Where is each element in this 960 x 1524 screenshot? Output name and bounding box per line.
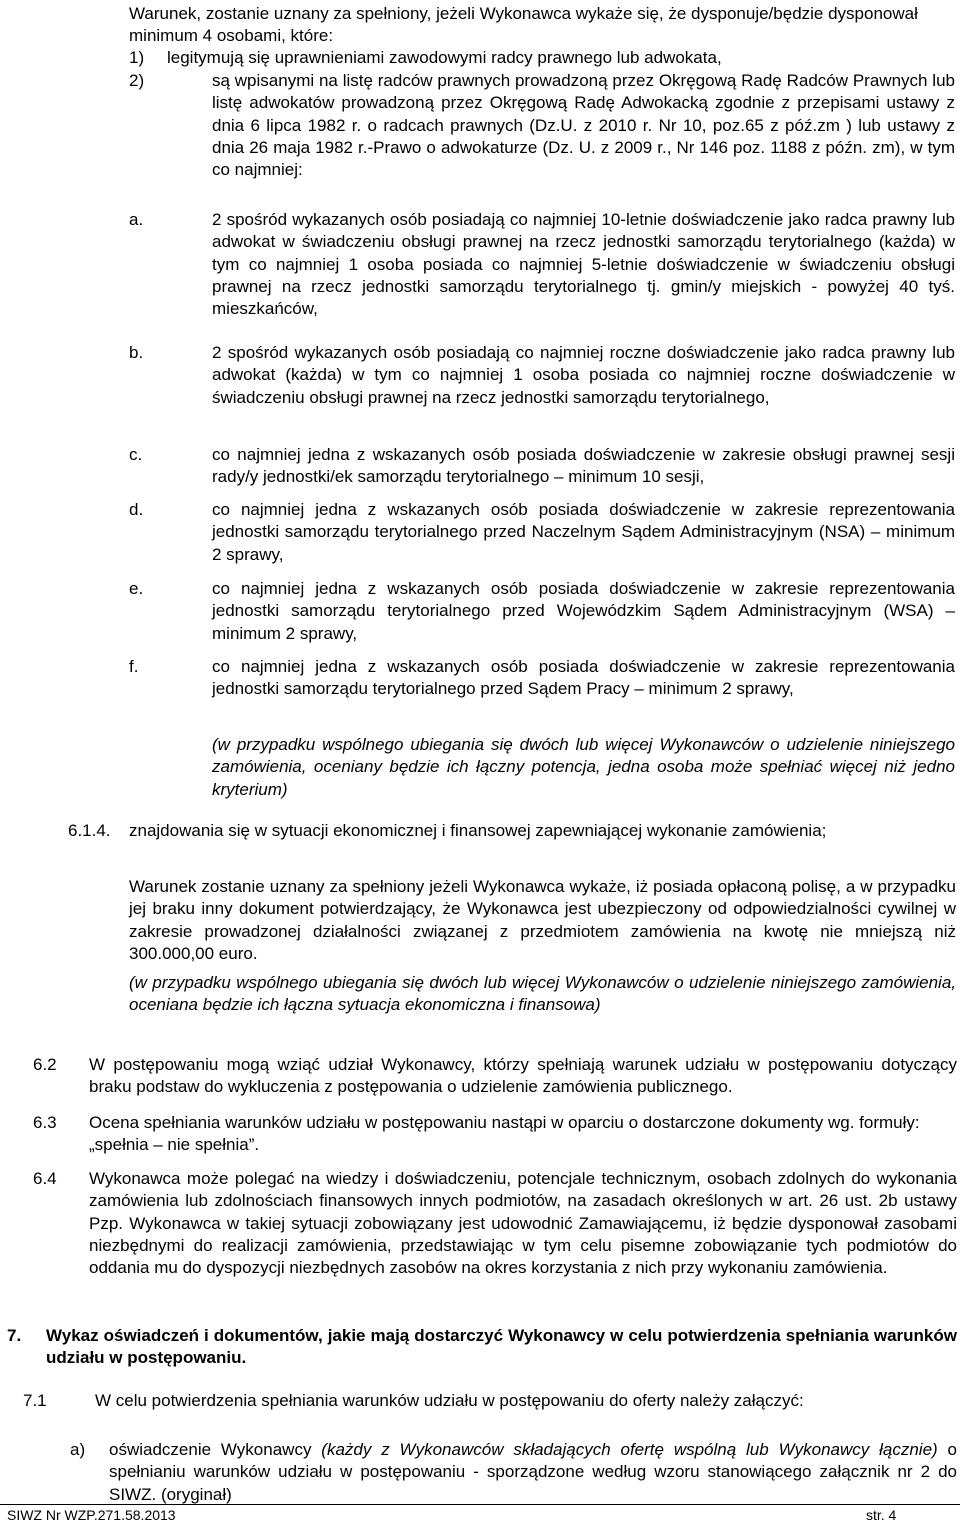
item-letter-f: f. <box>129 657 139 676</box>
item-f-text: co najmniej jedna z wskazanych osób posiada doświadczenie w zakresie reprezentowania jednostki samorządu terytorialnego przed Sądem Pracy – minimum 2 sprawy, <box>212 657 955 699</box>
item-letter-e: e. <box>129 579 144 598</box>
footer-page-number: str. 4 <box>866 1507 897 1523</box>
section-6-2-text: W postępowaniu mogą wziąć udział Wykonawcy, którzy spełniają warunek udziału w postępowaniu dotyczący braku podstaw do wykluczenia z postępowania o udzielenie zamówienia publicznego. <box>89 1055 957 1097</box>
attachment-item-a-pre: oświadczenie Wykonawcy <box>109 1440 322 1459</box>
section-6-1-4-text: znajdowania się w sytuacji ekonomicznej i finansowej zapewniającej wykonanie zamówienia; <box>129 821 827 840</box>
attachment-item-a-text <box>109 1439 957 1506</box>
list-item-2: są wpisanymi na listę radców prawnych prowadzoną przez Okręgową Radę Radców Prawnych lub listę adwokatów prowadzoną przez Okręgową Radę Adwokacką zgodnie z przepisami ustawy z dnia 6 lipca 1982 r. o radcach prawnych (Dz.U. z 2010 r. Nr 10, poz.65 z póź.zm ) lub ustawy z dnia 26 maja 1982 r.-Prawo o adwokaturze (Dz. U. z 2009 r., Nr 146 poz. 1188 z późn. zm), w tym co najmniej: <box>212 71 955 180</box>
attachment-item-a-italic: (każdy z Wykonawców składających ofertę wspólną lub Wykonawcy łącznie) <box>321 1440 938 1459</box>
section-6-4-text: Wykonawca może polegać na wiedzy i doświadczeniu, potencjale technicznym, osobach zdolnych do wykonania zamówienia lub zdolnościach finansowych innych podmiotów, na zasadach określonych w art. 26 ust. 2b ustawy Pzp. Wykonawca w takiej sytuacji zobowiązany jest udowodnić Zamawiającemu, iż będzie dysponował zasobami niezbędnymi do realizacji zamówienia, przedstawiając w tym celu pisemne zobowiązanie tych podmiotów do oddania mu do dyspozycji niezbędnych zasobów na okres korzystania z nich przy wykonaniu zamówienia. <box>89 1169 957 1278</box>
section-6-3-text: Ocena spełniania warunków udziału w postępowaniu nastąpi w oparciu o dostarczone dokumenty wg. formuły: „spełnia – nie spełnia”. <box>89 1113 920 1155</box>
item-d-text: co najmniej jedna z wskazanych osób posiada doświadczenie w zakresie reprezentowania jednostki samorządu terytorialnego przed Naczelnym Sądem Administracyjnym (NSA) – minimum 2 sprawy, <box>212 500 955 564</box>
list-number-2: 2) <box>129 71 145 90</box>
item-b-text: 2 spośród wykazanych osób posiadają co najmniej roczne doświadczenie jako radca prawny lub adwokat (każda) w tym co najmniej 1 osoba posiada co najmniej roczne doświadczenie w świadczeniu obsługi prawnej na rzecz jednostki samorządu terytorialnego, <box>212 343 955 407</box>
section-6-4-number: 6.4 <box>33 1169 57 1188</box>
section-7-1-text: W celu potwierdzenia spełniania warunków udziału w postępowaniu do oferty należy załączyć: <box>95 1391 804 1410</box>
attachment-item-a-post: o spełnianiu warunków udziału w postępowaniu - sporządzone według wzoru stanowiącego załącznik nr 2 do SIWZ. (oryginał) <box>109 1440 957 1504</box>
list-item-1: legitymują się uprawnieniami zawodowymi radcy prawnego lub adwokata, <box>167 48 722 67</box>
item-c-text: co najmniej jedna z wskazanych osób posiada doświadczenie w zakresie obsługi prawnej sesji rady/y jednostki/ek samorządu terytorialnego – minimum 10 sesji, <box>212 445 955 487</box>
list-number-1: 1) <box>129 48 145 67</box>
item-letter-c: c. <box>129 445 143 464</box>
footer-doc-number: SIWZ Nr WZP.271.58.2013 <box>7 1507 176 1523</box>
attachment-item-a-letter: a) <box>70 1440 86 1459</box>
footer-divider <box>0 1504 960 1505</box>
section-7-1-number: 7.1 <box>23 1391 47 1410</box>
section-6-3-number: 6.3 <box>33 1113 57 1132</box>
insurance-condition: Warunek zostanie uznany za spełniony jeżeli Wykonawca wykaże, iż posiada opłaconą polisę, a w przypadku jej braku inny dokument potwierdzający, że Wykonawca jest ubezpieczony od odpowiedzialności cywilnej w zakresie prowadzonej działalności związanej z przedmiotem zamówienia na kwotę nie mniejszą niż 300.000,00 euro. <box>129 877 956 963</box>
section-6-1-4-number: 6.1.4. <box>68 821 111 840</box>
intro-paragraph: Warunek, zostanie uznany za spełniony, jeżeli Wykonawca wykaże się, że dysponuje/będzie dysponował minimum 4 osobami, które: <box>129 4 918 46</box>
item-letter-b: b. <box>129 343 144 362</box>
item-e-text: co najmniej jedna z wskazanych osób posiada doświadczenie w zakresie reprezentowania jednostki samorządu terytorialnego przed Wojewódzkim Sądem Administracyjnym (WSA) – minimum 2 sprawy, <box>212 579 955 643</box>
section-7-heading: Wykaz oświadczeń i dokumentów, jakie mają dostarczyć Wykonawcy w celu potwierdzenia spełniania warunków udziału w postępowaniu. <box>46 1326 957 1368</box>
item-letter-a: a. <box>129 210 144 229</box>
section-6-2-number: 6.2 <box>33 1055 57 1074</box>
section-7-number: 7. <box>7 1326 22 1345</box>
item-letter-d: d. <box>129 500 144 519</box>
joint-bid-note-1: (w przypadku wspólnego ubiegania się dwóch lub więcej Wykonawców o udzielenie niniejszego zamówienia, oceniany będzie ich łączny potencja, jedna osoba może spełniać więcej niż jedno kryterium) <box>212 735 955 799</box>
item-a-text: 2 spośród wykazanych osób posiadają co najmniej 10-letnie doświadczenie jako radca prawny lub adwokat w świadczeniu obsługi prawnej na rzecz jednostki samorządu terytorialnego (każda) w tym co najmniej 1 osoba posiada co najmniej 5-letnie doświadczenie w świadczeniu obsługi prawnej na rzecz jednostki samorządu terytorialnego tj. gmin/y miejskich - powyżej 40 tyś. mieszkańców, <box>212 210 955 319</box>
joint-bid-note-2: (w przypadku wspólnego ubiegania się dwóch lub więcej Wykonawców o udzielenie niniejszego zamówienia, oceniana będzie ich łączna sytuacja ekonomiczna i finansowa) <box>129 973 956 1015</box>
